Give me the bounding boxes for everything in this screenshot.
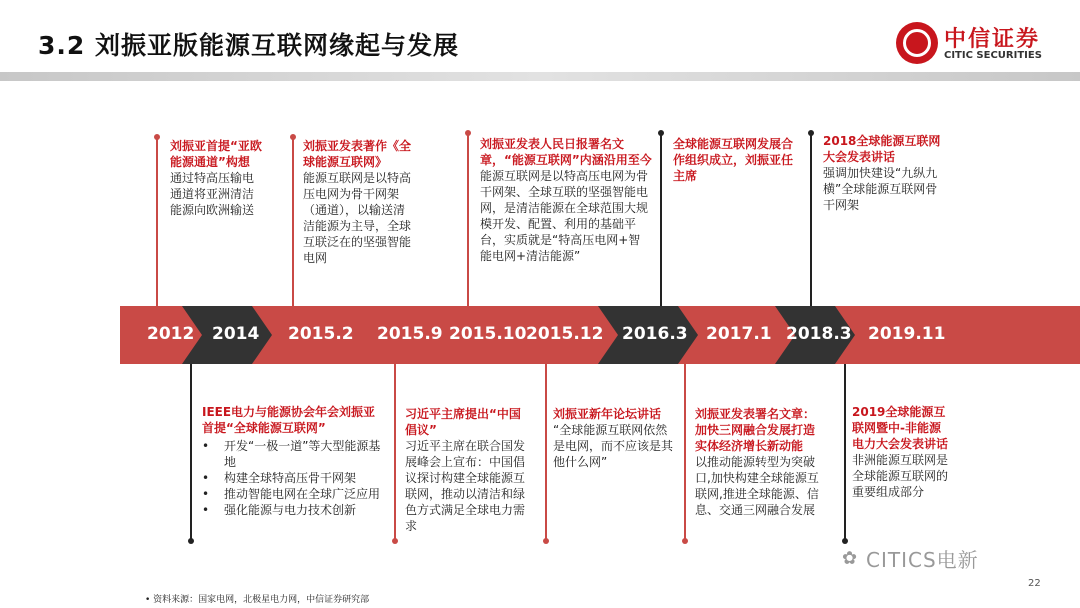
citic-logo (896, 22, 1046, 68)
event-heading: 刘振亚首提“亚欧能源通道”构想 (170, 139, 262, 169)
event-heading: IEEE电力与能源协会年会刘振亚首提“全球能源互联网” (202, 405, 376, 435)
event-bullet-list (202, 438, 382, 518)
event-heading: 刘振亚发表署名文章：加快三网融合发展打造实体经济增长新动能 (695, 407, 816, 453)
connector-dot (188, 538, 194, 544)
event-2015-12 (553, 406, 677, 470)
watermark-text: CITICS电新 (866, 548, 979, 572)
list-item: • 推动智能电网在全球广泛应用 (224, 486, 382, 502)
connector-dot (682, 538, 688, 544)
connector-dot (842, 538, 848, 544)
event-2012 (170, 138, 262, 218)
event-2015-10 (480, 136, 652, 264)
event-heading: 全球能源互联网发展合作组织成立，刘振亚任主席 (673, 137, 794, 183)
event-heading: 刘振亚新年论坛讲话 (553, 407, 662, 421)
connector-dot (392, 538, 398, 544)
event-body: 非洲能源互联网是全球能源互联网的重要组成部分 (852, 453, 949, 499)
list-item: • 构建全球特高压骨干网架 (224, 470, 382, 486)
year-2014: 2014 (212, 324, 260, 344)
year-2012: 2012 (147, 324, 195, 344)
event-2017-1 (695, 406, 823, 518)
event-body: 以推动能源转型为突破口,加快构建全球能源互联网,推进全球能源、信息、交通三网融合发展 (695, 455, 819, 517)
event-heading: 刘振亚发表著作《全球能源互联网》 (303, 139, 412, 169)
event-2014 (202, 404, 382, 518)
event-body: “全球能源互联网依然是电网，而不应该是其他什么网” (553, 423, 674, 469)
event-heading: 2019全球能源互联网暨中-非能源电力大会发表讲话 (852, 405, 949, 451)
connector-line (292, 137, 294, 306)
event-2016-3 (673, 136, 801, 184)
event-body: 强调加快建设“九纵九横”全球能源互联网骨干网架 (823, 166, 938, 212)
connector-line (394, 364, 396, 540)
event-body: 能源互联网是以特高压电网为骨干网架、全球互联的坚强智能电网，是清洁能源在全球范围大规模开发、配置、利用的基础平台，实质就是“特高压电网+智能电网+清洁能源” (480, 169, 649, 263)
title-divider (0, 72, 1080, 81)
logo-english-name: CITIC SECURITIES (944, 50, 1042, 61)
year-2016-3: 2016.3 (622, 324, 688, 344)
year-2019-11: 2019.11 (868, 324, 946, 344)
page-number: 22 (1028, 578, 1041, 589)
connector-line (844, 364, 846, 540)
page-title: 3.2 刘振亚版能源互联网缘起与发展 (38, 31, 459, 60)
year-2018-3: 2018.3 (786, 324, 852, 344)
connector-line (810, 133, 812, 306)
citic-logo-icon (896, 22, 938, 64)
connector-line (190, 364, 192, 540)
list-item: • 强化能源与电力技术创新 (224, 502, 382, 518)
event-heading: 习近平主席提出“中国倡议” (405, 407, 521, 437)
year-2015-12: 2015.12 (526, 324, 604, 344)
year-2017-1: 2017.1 (706, 324, 772, 344)
connector-line (156, 137, 158, 306)
connector-dot (543, 538, 549, 544)
connector-line (684, 364, 686, 540)
wechat-icon: ✿ (842, 548, 858, 569)
logo-chinese-name: 中信证券 (944, 27, 1041, 52)
connector-line (545, 364, 547, 540)
event-heading: 2018全球能源互联网大会发表讲话 (823, 134, 941, 164)
event-2015-2 (303, 138, 415, 266)
event-body: 习近平主席在联合国发展峰会上宣布：中国倡议探讨构建全球能源互联网，推动以清洁和绿色方式满足全球电力需求 (405, 439, 526, 533)
connector-line (467, 133, 469, 306)
list-item: • 开发“一极一道”等大型能源基地 (224, 438, 382, 470)
year-2015-2: 2015.2 (288, 324, 354, 344)
year-2015-10: 2015.10 (449, 324, 527, 344)
event-2015-9 (405, 406, 527, 534)
event-2019-11 (852, 404, 948, 500)
event-2018-3 (823, 133, 943, 213)
event-body: 能源互联网是以特高压电网为骨干网架（通道），以输送清洁能源为主导，全球互联泛在的坚强智能电网 (303, 171, 412, 265)
year-2015-9: 2015.9 (377, 324, 443, 344)
source-note: • 资料来源：国家电网，北极星电力网，中信证券研究部 (145, 595, 370, 605)
connector-line (660, 133, 662, 306)
event-body: 通过特高压输电通道将亚洲清洁能源向欧洲输送 (170, 171, 255, 217)
event-heading: 刘振亚发表人民日报署名文章，“能源互联网”内涵沿用至今 (480, 137, 652, 167)
